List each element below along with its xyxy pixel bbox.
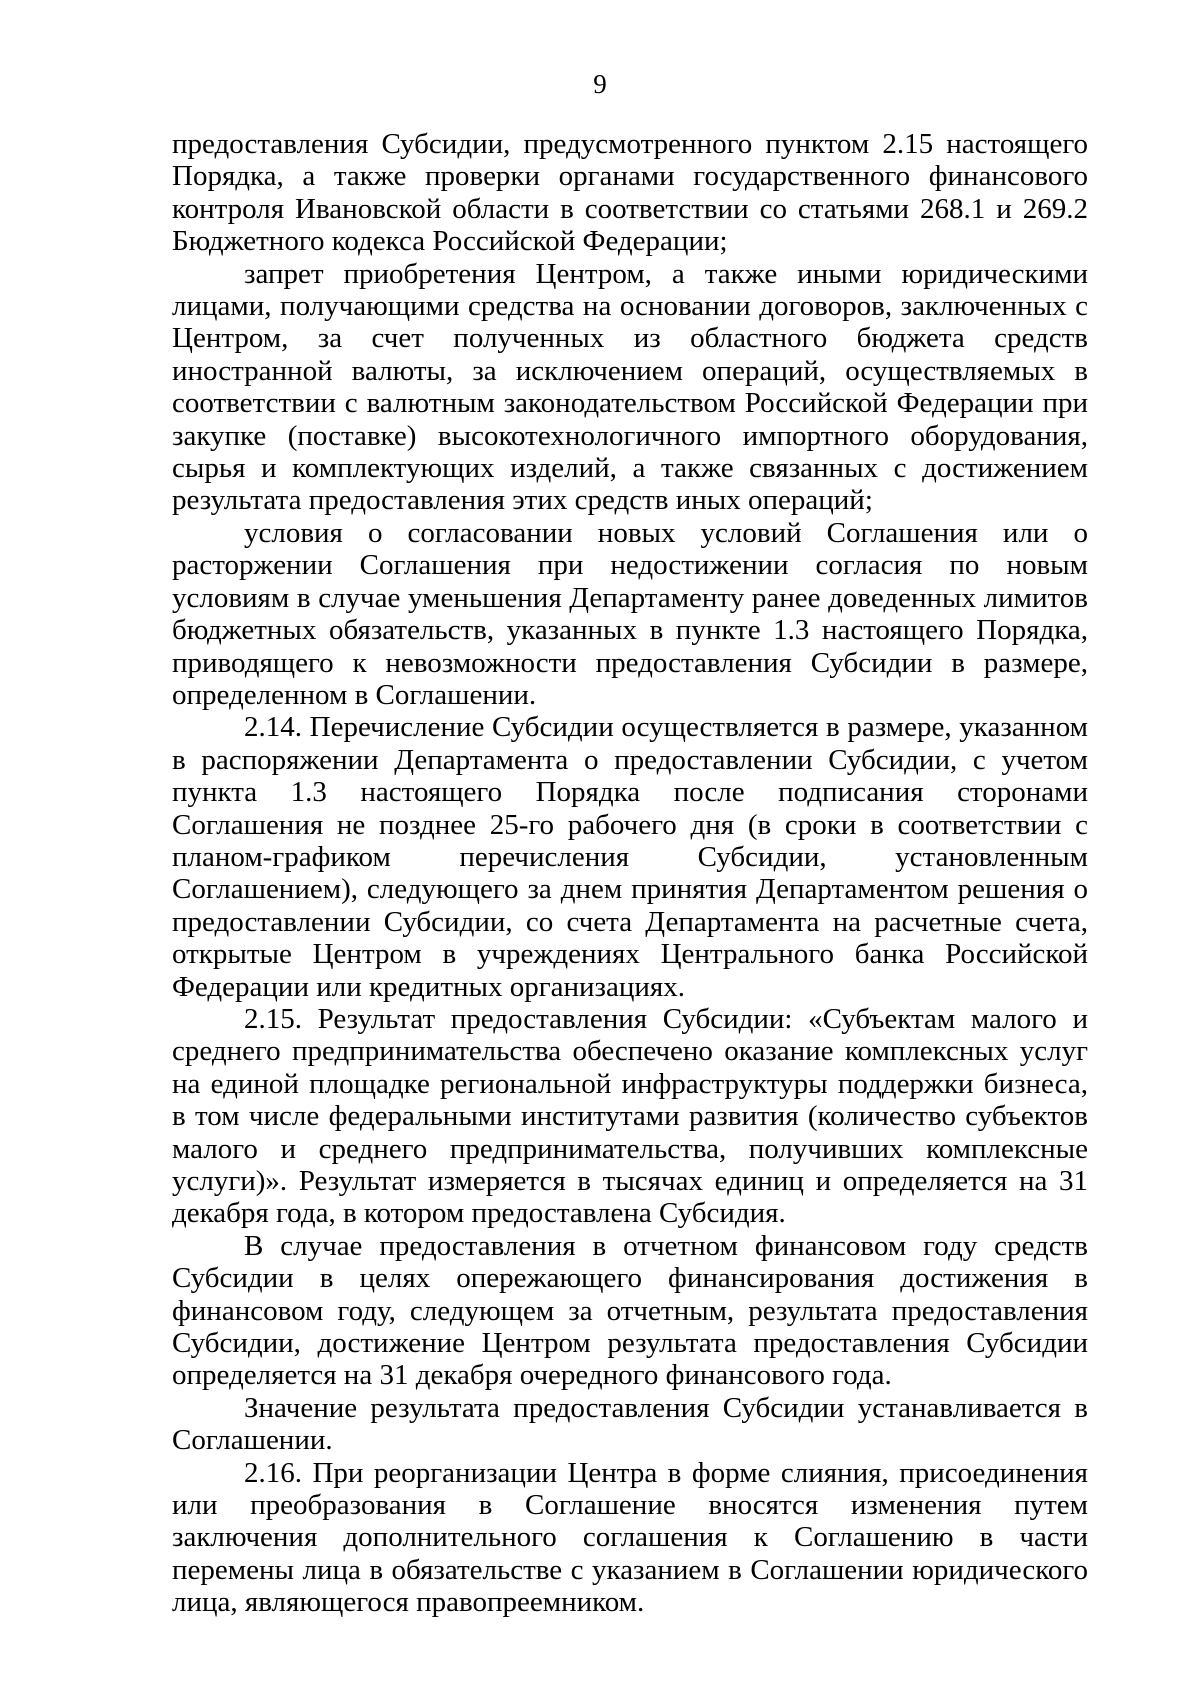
paragraph-5: 2.15. Результат предоставления Субсидии: «Субъектам малого и среднего предпринимательства обеспечено оказание комплексных услуг на единой площадке региональной инфраструктуры поддержки бизнеса, в том числе федеральными институтами развития (количество субъектов малого и среднего предпринимательства, получивших комплексные услуги)». Результат измеряется в тысячах единиц и определяется на 31 декабря года, в котором предоставлена Субсидия. bbox=[172, 1002, 1088, 1230]
paragraph-2: запрет приобретения Центром, а также иными юридическими лицами, получающими средства на основании договоров, заключенных с Центром, за счет полученных из областного бюджета средств иностранной валюты, за исключением операций, осуществляемых в соответствии с валютным законодательством Российской Федерации при закупке (поставке) высокотехнологичного импортного оборудования, сырья и комплектующих изделий, а также связанных с достижением результата предоставления этих средств иных операций; bbox=[172, 257, 1088, 517]
paragraph-4: 2.14. Перечисление Субсидии осуществляется в размере, указанном в распоряжении Департамента о предоставлении Субсидии, с учетом пункта 1.3 настоящего Порядка после подписания сторонами Соглашения не позднее 25-го рабочего дня (в сроки в соответствии с планом-графиком перечисления Субсидии, установленным Соглашением), следующего за днем принятия Департаментом решения о предоставлении Субсидии, со счета Департамента на расчетные счета, открытые Центром в учреждениях Центрального банка Российской Федерации или кредитных организациях. bbox=[172, 711, 1088, 1003]
paragraph-8: 2.16. При реорганизации Центра в форме слияния, присоединения или преобразования в Соглашение вносятся изменения путем заключения дополнительного соглашения к Соглашению в части перемены лица в обязательстве с указанием в Соглашении юридического лица, являющегося правопреемником. bbox=[172, 1456, 1088, 1619]
paragraph-7: Значение результата предоставления Субсидии устанавливается в Соглашении. bbox=[172, 1391, 1088, 1457]
page-number: 9 bbox=[593, 69, 607, 99]
body-text bbox=[172, 128, 1088, 1619]
paragraph-1: предоставления Субсидии, предусмотренного пунктом 2.15 настоящего Порядка, а также проверки органами государственного финансового контроля Ивановской области в соответствии со статьями 268.1 и 269.2 Бюджетного кодекса Российской Федерации; bbox=[172, 128, 1088, 258]
paragraph-6: В случае предоставления в отчетном финансовом году средств Субсидии в целях опережающего финансирования достижения в финансовом году, следующем за отчетным, результата предоставления Субсидии, достижение Центром результата предоставления Субсидии определяется на 31 декабря очередного финансового года. bbox=[172, 1229, 1088, 1392]
paragraph-3: условия о согласовании новых условий Соглашения или о расторжении Соглашения при недостижении согласия по новым условиям в случае уменьшения Департаменту ранее доведенных лимитов бюджетных обязательств, указанных в пункте 1.3 настоящего Порядка, приводящего к невозможности предоставления Субсидии в размере, определенном в Соглашении. bbox=[172, 516, 1088, 711]
